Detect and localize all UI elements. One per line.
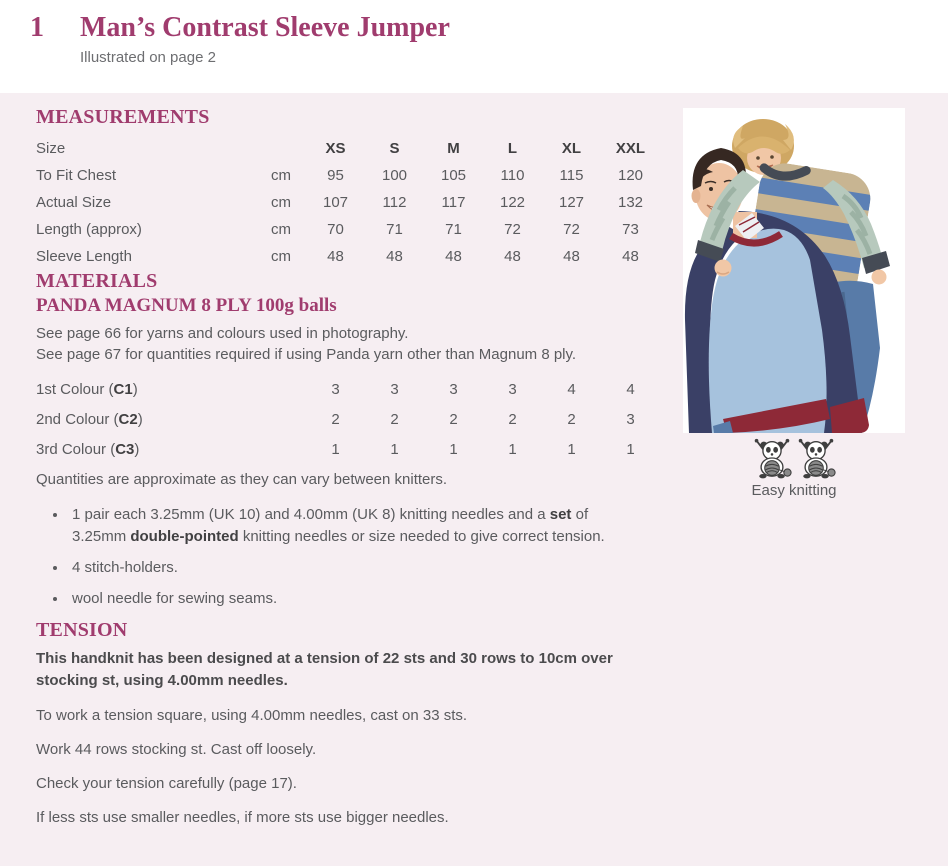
tension-line: Work 44 rows stocking st. Cast off loosely. bbox=[36, 741, 317, 758]
size-label: Size bbox=[36, 140, 66, 157]
row-unit: cm bbox=[271, 167, 291, 184]
cell: 107 bbox=[322, 194, 349, 211]
materials-list bbox=[36, 504, 632, 610]
cell: 73 bbox=[622, 221, 639, 238]
cell: 2 bbox=[508, 410, 517, 428]
cell: 1 bbox=[567, 440, 576, 458]
cell: 2 bbox=[567, 410, 576, 428]
tension-line: Check your tension carefully (page 17). bbox=[36, 775, 297, 792]
page-subtitle: Illustrated on page 2 bbox=[80, 49, 216, 67]
cell: 1 bbox=[390, 440, 399, 458]
table-row bbox=[36, 374, 664, 404]
cell: 72 bbox=[504, 221, 521, 238]
size-col-s: S bbox=[389, 140, 400, 157]
row-unit: cm bbox=[271, 248, 291, 265]
row-unit: cm bbox=[271, 194, 291, 211]
table-row bbox=[36, 404, 664, 434]
list-item: • wool needle for sewing seams. bbox=[68, 588, 632, 610]
cell: 2 bbox=[449, 410, 458, 428]
measurements-heading: MEASUREMENTS bbox=[36, 106, 210, 128]
cell: 48 bbox=[445, 248, 462, 265]
difficulty-caption: Easy knitting bbox=[751, 482, 837, 499]
size-col-xxl: XXL bbox=[615, 140, 646, 157]
pattern-photo bbox=[683, 108, 905, 433]
cell: 72 bbox=[563, 221, 580, 238]
cell: 3 bbox=[508, 380, 517, 398]
pattern-number: 1 bbox=[30, 12, 44, 43]
table-row bbox=[36, 216, 664, 243]
cell: 48 bbox=[327, 248, 344, 265]
tension-line: If less sts use smaller needles, if more sts use bigger needles. bbox=[36, 809, 449, 826]
colour-row-label: 3rd Colour (C3) bbox=[36, 440, 140, 458]
cell: 95 bbox=[327, 167, 344, 184]
table-row bbox=[36, 434, 664, 464]
left-column bbox=[36, 106, 664, 828]
cell: 120 bbox=[617, 167, 644, 184]
difficulty-block bbox=[683, 437, 905, 499]
row-label: Length (approx) bbox=[36, 221, 142, 238]
cell: 1 bbox=[626, 440, 635, 458]
cell: 2 bbox=[331, 410, 340, 428]
yarn-heading: PANDA MAGNUM 8 PLY 100g balls bbox=[36, 295, 337, 316]
cell: 48 bbox=[622, 248, 639, 265]
measurements-header-row bbox=[36, 135, 664, 162]
cell: 132 bbox=[617, 194, 644, 211]
cell: 3 bbox=[626, 410, 635, 428]
cell: 48 bbox=[386, 248, 403, 265]
panda-knitting-icon bbox=[752, 437, 792, 479]
list-item: • 4 stitch-holders. bbox=[68, 557, 632, 579]
cell: 2 bbox=[390, 410, 399, 428]
tension-line: To work a tension square, using 4.00mm needles, cast on 33 sts. bbox=[36, 707, 468, 724]
colour-quantities-table bbox=[36, 374, 664, 464]
cell: 4 bbox=[626, 380, 635, 398]
cell: 71 bbox=[386, 221, 403, 238]
cell: 110 bbox=[500, 167, 525, 184]
title-block bbox=[30, 12, 450, 66]
cell: 117 bbox=[441, 194, 466, 211]
measurements-table bbox=[36, 135, 664, 270]
cell: 48 bbox=[563, 248, 580, 265]
cell: 71 bbox=[445, 221, 462, 238]
materials-note-2: See page 67 for quantities required if using Panda yarn other than Magnum 8 ply. bbox=[36, 346, 577, 363]
quantities-note: Quantities are approximate as they can vary between knitters. bbox=[36, 471, 448, 488]
cell: 4 bbox=[567, 380, 576, 398]
jumper-photo-illustration bbox=[683, 108, 905, 433]
cell: 1 bbox=[449, 440, 458, 458]
row-label: Actual Size bbox=[36, 194, 112, 211]
row-label: To Fit Chest bbox=[36, 167, 117, 184]
table-row bbox=[36, 243, 664, 270]
cell: 115 bbox=[559, 167, 584, 184]
table-row bbox=[36, 162, 664, 189]
cell: 3 bbox=[449, 380, 458, 398]
cell: 3 bbox=[390, 380, 399, 398]
materials-note-1: See page 66 for yarns and colours used in photography. bbox=[36, 325, 409, 342]
size-col-xs: XS bbox=[325, 140, 346, 157]
row-unit: cm bbox=[271, 221, 291, 238]
content-area bbox=[0, 93, 948, 866]
row-label: Sleeve Length bbox=[36, 248, 132, 265]
size-col-l: L bbox=[507, 140, 518, 157]
size-col-xl: XL bbox=[561, 140, 582, 157]
title-line bbox=[30, 12, 450, 44]
list-item: • 1 pair each 3.25mm (UK 10) and 4.00mm (UK 8) knitting needles and a set of 3.25mm double-pointed knitting needles or size needed to give correct tension. bbox=[68, 504, 632, 548]
tension-heading: TENSION bbox=[36, 619, 128, 641]
tension-intro: This handknit has been designed at a tension of 22 sts and 30 rows to 10cm over stocking st, using 4.00mm needles. bbox=[36, 650, 613, 689]
cell: 1 bbox=[331, 440, 340, 458]
colour-row-label: 1st Colour (C1) bbox=[36, 380, 138, 398]
page-title: Man’s Contrast Sleeve Jumper bbox=[80, 12, 450, 43]
materials-heading: MATERIALS bbox=[36, 270, 158, 292]
cell: 105 bbox=[440, 167, 467, 184]
cell: 122 bbox=[499, 194, 526, 211]
table-row bbox=[36, 189, 664, 216]
size-col-m: M bbox=[447, 140, 460, 157]
difficulty-icons bbox=[683, 437, 905, 479]
cell: 48 bbox=[504, 248, 521, 265]
cell: 1 bbox=[508, 440, 517, 458]
cell: 70 bbox=[327, 221, 344, 238]
cell: 127 bbox=[558, 194, 585, 211]
colour-row-label: 2nd Colour (C2) bbox=[36, 410, 143, 428]
cell: 3 bbox=[331, 380, 340, 398]
cell: 100 bbox=[381, 167, 408, 184]
panda-knitting-icon bbox=[796, 437, 836, 479]
cell: 112 bbox=[382, 194, 407, 211]
